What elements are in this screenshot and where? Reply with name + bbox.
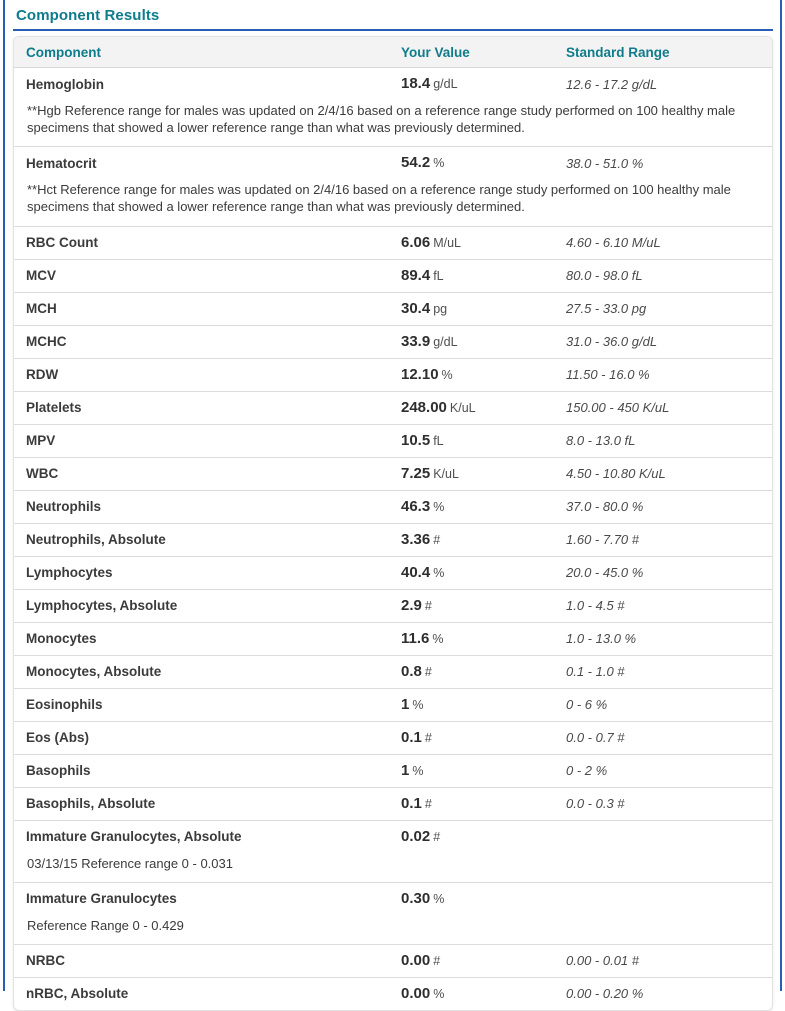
result-value-cell [401,399,566,417]
standard-range: 31.0 - 36.0 g/dL [566,334,658,350]
page-frame [3,0,782,1002]
standard-range: 0.1 - 1.0 # [566,664,625,680]
component-name: RDW [26,367,59,383]
result-unit: fL [433,433,444,448]
result-unit: fL [433,268,444,283]
result-unit: K/uL [433,466,459,481]
result-unit: # [424,664,432,679]
standard-range: 20.0 - 45.0 % [566,565,644,581]
table-row [14,424,772,457]
result-unit: pg [433,301,448,316]
result-value: 7.25 [401,464,431,482]
table-row [14,754,772,787]
table-row [14,292,772,325]
result-unit: M/uL [433,235,461,250]
component-name: RBC Count [26,235,98,251]
component-name: Hemoglobin [26,76,104,92]
component-results-table [13,36,773,1011]
result-value: 12.10 [401,365,439,383]
result-value-cell [401,828,566,846]
result-value: 18.4 [401,75,431,92]
result-unit: % [441,367,453,382]
result-unit: # [433,829,441,844]
result-value: 40.4 [401,563,431,581]
result-unit: % [433,499,445,514]
table-row [14,944,772,977]
table-row [14,622,772,655]
result-value: 46.3 [401,497,431,515]
standard-range: 0.00 - 0.01 # [566,953,639,969]
result-unit: % [432,631,444,646]
result-value: 3.36 [401,530,431,548]
result-value: 2.9 [401,596,422,614]
column-header-component: Component [26,44,101,60]
result-unit: % [412,763,424,778]
component-name: Monocytes, Absolute [26,664,162,680]
table-row [14,490,772,523]
result-value-cell [401,762,566,780]
column-header-standard-range: Standard Range [566,44,670,60]
result-value: 0.00 [401,951,431,969]
standard-range: 0.0 - 0.3 # [566,796,625,812]
table-body [14,68,772,1010]
result-value: 0.8 [401,662,422,680]
standard-range: 8.0 - 13.0 fL [566,433,636,449]
result-value: 0.1 [401,728,422,746]
table-row [14,787,772,820]
table-row [14,68,772,146]
table-row [14,325,772,358]
result-unit: K/uL [449,400,476,415]
result-value: 0.02 [401,827,431,845]
row-comment: **Hct Reference range for males was updated on 2/4/16 based on a reference range study performed on 100 healthy male specimens that showed a lower reference range than what was previously determined. [27,182,731,215]
table-row [14,226,772,259]
result-value-cell [401,267,566,285]
result-value-cell [401,890,566,908]
component-name: Lymphocytes, Absolute [26,598,178,614]
component-name: Monocytes [26,631,97,647]
result-value-cell [401,465,566,483]
component-name: Hematocrit [26,155,97,171]
standard-range: 0 - 6 % [566,697,608,713]
result-value-cell [401,952,566,970]
result-value-cell [401,498,566,516]
result-value: 0.1 [401,794,422,812]
column-header-your-value: Your Value [401,44,470,60]
result-unit: # [424,730,432,745]
table-row [14,882,772,944]
result-value: 1 [401,761,410,779]
result-value-cell [401,432,566,450]
result-unit: # [424,598,432,613]
result-unit: # [424,796,432,811]
result-value-cell [401,333,566,351]
result-value-cell [401,729,566,747]
component-name: Neutrophils [26,499,102,515]
result-value-cell [401,366,566,384]
result-value-cell [401,663,566,681]
component-name: Neutrophils, Absolute [26,532,166,548]
result-unit: # [433,953,441,968]
component-name: Eosinophils [26,697,103,713]
table-row [14,977,772,1010]
standard-range: 1.60 - 7.70 # [566,532,639,548]
result-value: 30.4 [401,299,431,317]
result-value: 6.06 [401,233,431,251]
component-name: MCH [26,301,57,317]
table-row [14,457,772,490]
table-row [14,259,772,292]
standard-range: 0 - 2 % [566,763,608,779]
standard-range: 11.50 - 16.0 % [566,367,650,383]
component-name: MCV [26,268,56,284]
component-name: Lymphocytes [26,565,113,581]
result-unit: g/dL [433,334,458,349]
table-row [14,655,772,688]
component-name: NRBC [26,953,65,969]
component-name: Eos (Abs) [26,730,90,746]
result-value-cell [401,597,566,615]
result-value-cell [401,234,566,252]
standard-range: 37.0 - 80.0 % [566,499,644,515]
result-value: 54.2 [401,154,431,172]
result-value-cell [401,300,566,318]
standard-range: 0.00 - 0.20 % [566,986,644,1002]
result-value-cell [401,696,566,714]
table-row [14,358,772,391]
result-value: 248.00 [401,398,447,416]
standard-range: 0.0 - 0.7 # [566,730,625,746]
result-value-cell [401,564,566,582]
standard-range: 80.0 - 98.0 fL [566,268,643,284]
standard-range: 4.50 - 10.80 K/uL [566,466,666,482]
result-value: 89.4 [401,266,431,284]
component-name: nRBC, Absolute [26,986,129,1002]
result-value: 10.5 [401,431,431,449]
result-value: 33.9 [401,332,431,350]
standard-range: 1.0 - 13.0 % [566,631,637,647]
table-header-row [14,37,772,68]
component-name: Basophils [26,763,91,779]
row-comment: 03/13/15 Reference range 0 - 0.031 [27,855,233,871]
result-value-cell [401,154,566,172]
table-row [14,523,772,556]
standard-range: 1.0 - 4.5 # [566,598,625,614]
table-row [14,820,772,882]
page-title: Component Results [16,7,160,24]
component-name: Platelets [26,400,82,416]
table-row [14,556,772,589]
table-row [14,721,772,754]
row-comment: **Hgb Reference range for males was updated on 2/4/16 based on a reference range study performed on 100 healthy male specimens that showed a lower reference range than what was previously determined. [27,103,736,136]
standard-range: 27.5 - 33.0 pg [566,301,647,317]
component-name: MCHC [26,334,67,350]
result-unit: % [412,697,424,712]
standard-range: 12.6 - 17.2 g/dL [566,76,658,92]
result-unit: g/dL [433,77,458,91]
result-value-cell [401,985,566,1003]
component-name: WBC [26,466,59,482]
row-comment: Reference Range 0 - 0.429 [27,917,184,933]
result-unit: % [433,565,445,580]
result-unit: % [433,891,445,906]
result-unit: # [433,532,441,547]
result-value-cell [401,630,566,648]
table-row [14,589,772,622]
component-name: Basophils, Absolute [26,796,156,812]
standard-range: 150.00 - 450 K/uL [566,400,670,416]
component-name: MPV [26,433,56,449]
result-value: 11.6 [401,629,430,647]
result-value: 1 [401,695,410,713]
result-value-cell [401,531,566,549]
result-value-cell [401,795,566,813]
result-unit: % [433,986,445,1001]
component-name: Immature Granulocytes [26,891,177,907]
title-divider [13,29,773,31]
table-row [14,146,772,225]
standard-range: 4.60 - 6.10 M/uL [566,235,661,251]
component-name: Immature Granulocytes, Absolute [26,829,242,845]
result-unit: % [433,156,445,171]
result-value: 0.00 [401,984,431,1002]
standard-range: 38.0 - 51.0 % [566,155,644,171]
result-value: 0.30 [401,889,431,907]
table-row [14,688,772,721]
result-value-cell [401,75,566,93]
table-row [14,391,772,424]
